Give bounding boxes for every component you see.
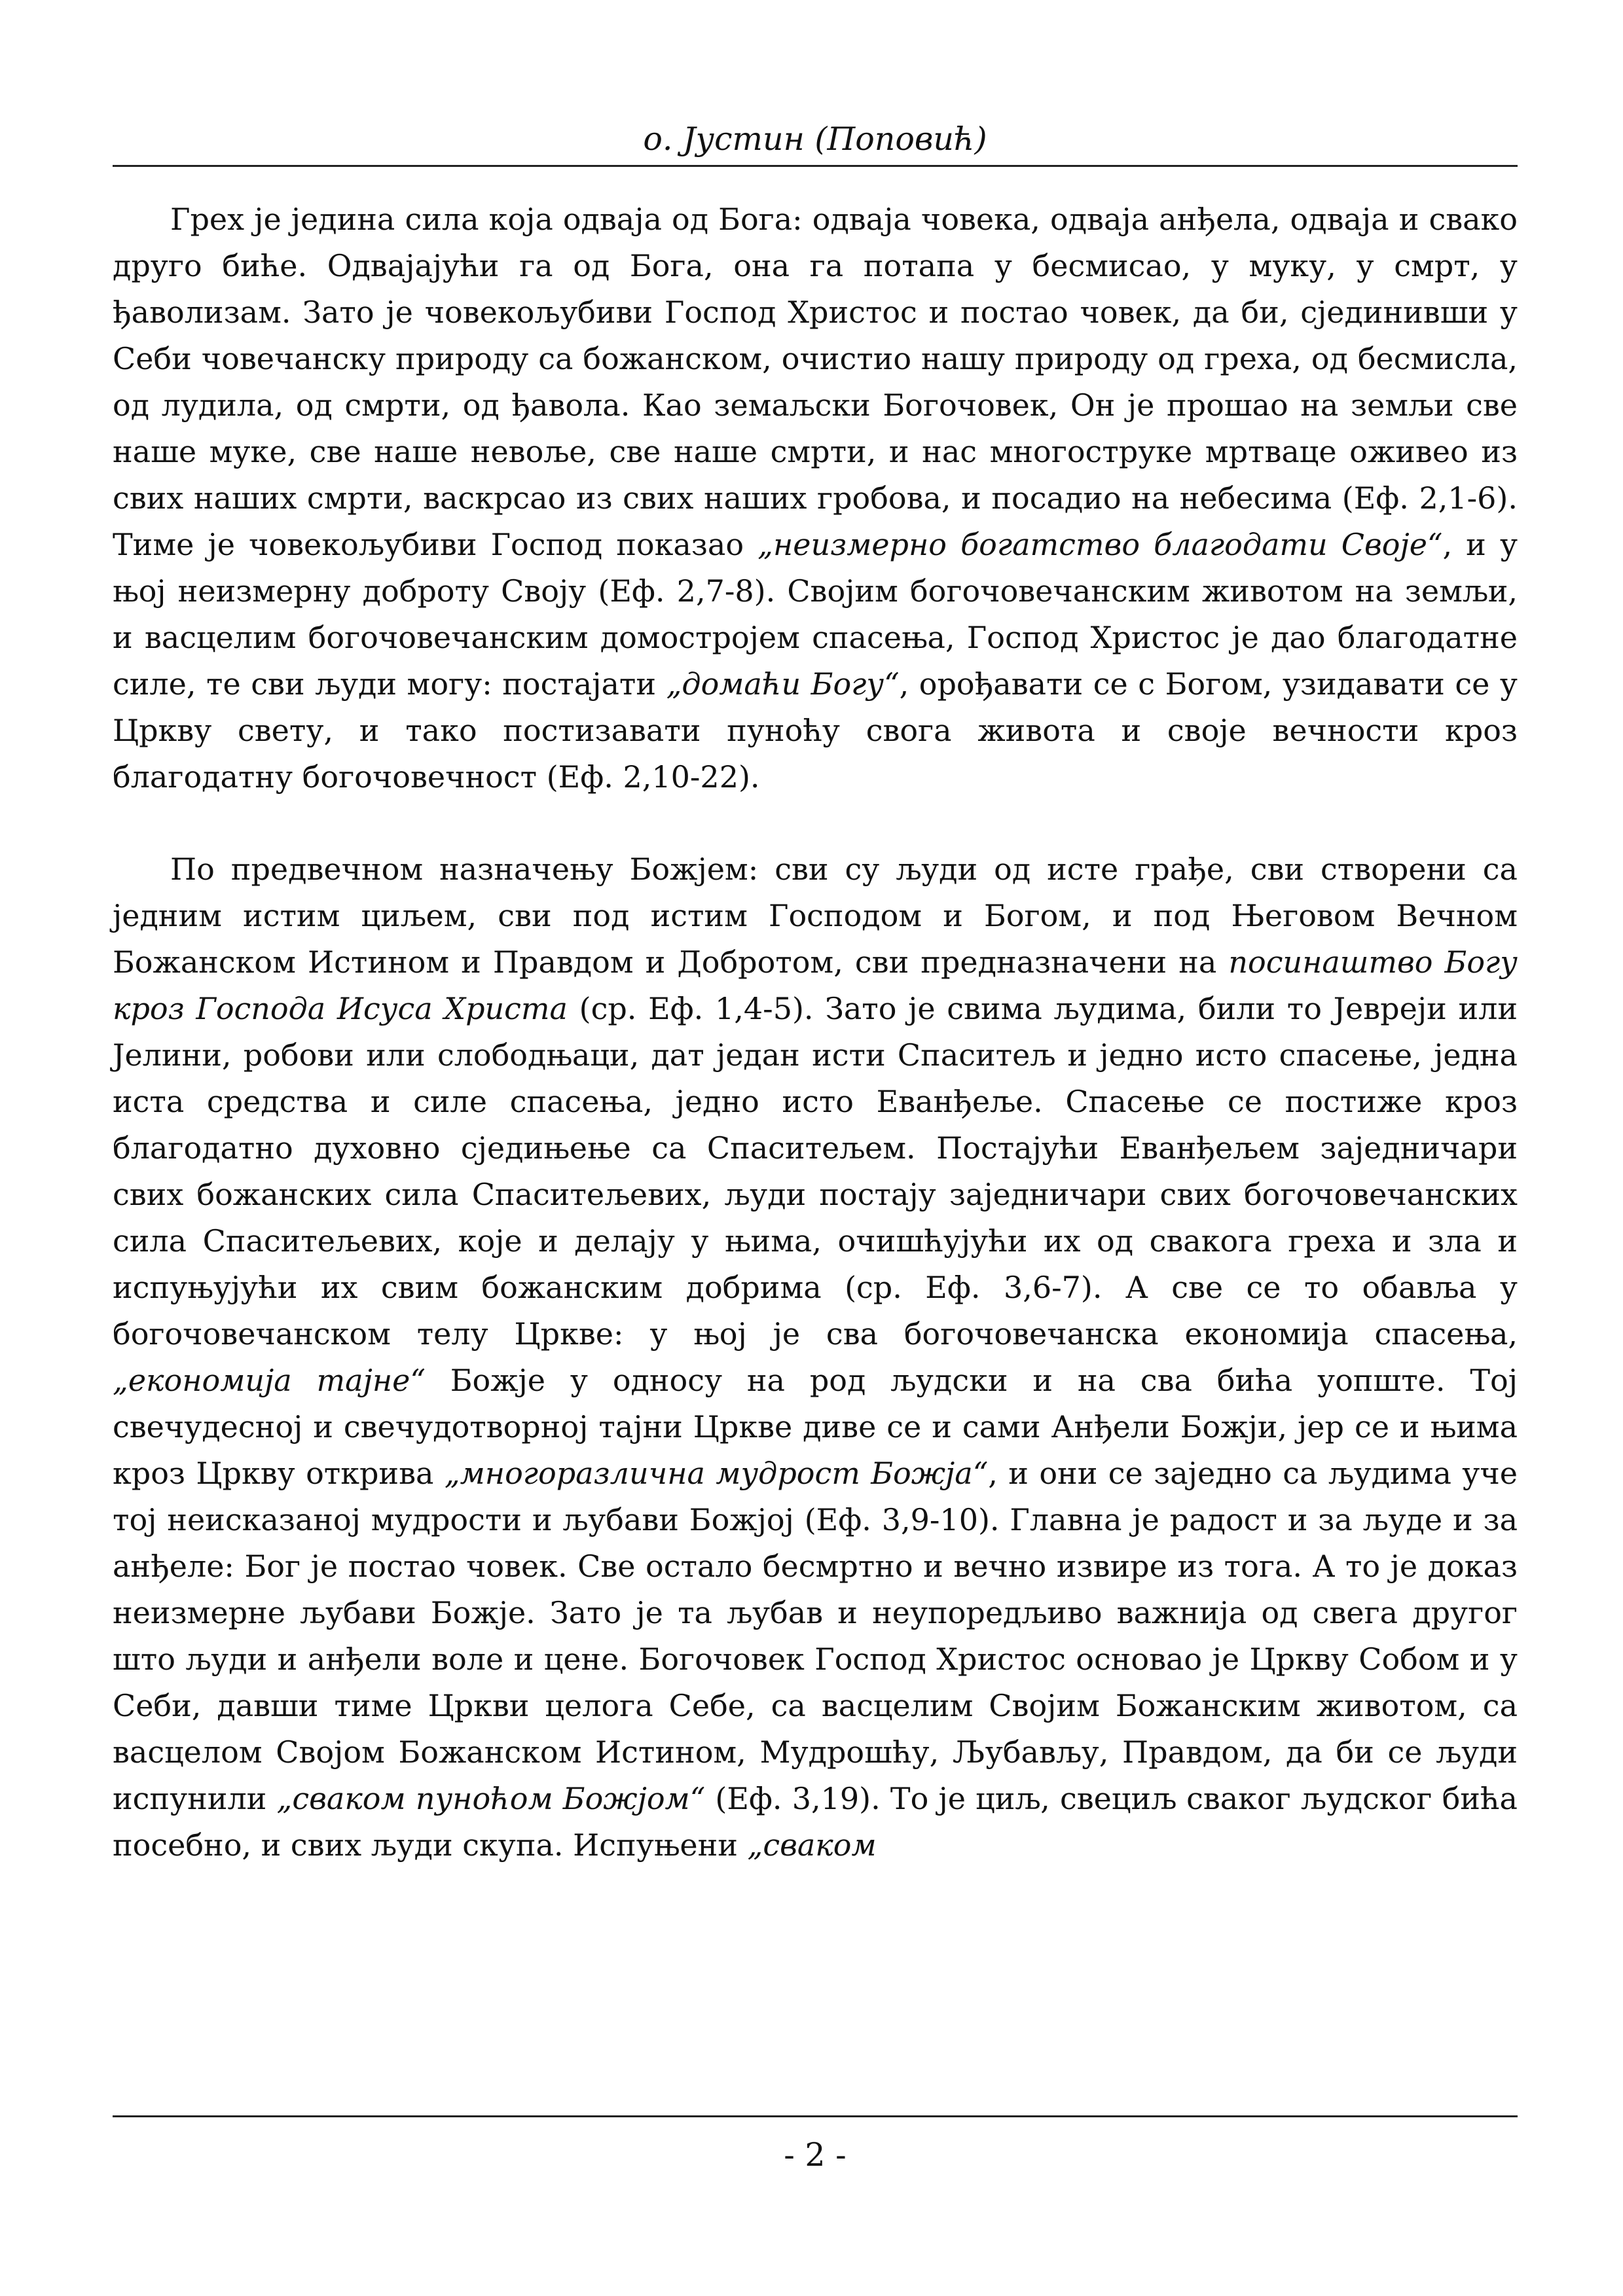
footer-rule: [113, 2115, 1518, 2117]
italic-quote: посинаштво Богу кроз Господа Исуса Христа: [113, 944, 1518, 1026]
body-text: [113, 196, 1518, 1869]
paragraph: [113, 846, 1518, 1869]
text-run: (ср. Еф. 1,4-5). Зато је свима људима, били то Јевреји или Јелини, робови или слободњаци, дат један исти Спаситељ и једно исто спасење, једна иста средства и силе спасења, једно исто Еванђеље. Спасење се постиже кроз благодатно духовно сједињење са Спаситељем. Постајући Еванђељем заједничари свих божанских сила Спаситељевих, људи постају заједничари свих богочовечанских сила Спаситељевих, које и делају у њима, очишћујући их од свакога греха и зла и испуњујући их свим божанским добрима (ср. Еф. 3,6-7). А све се то обавља у богочовечанском телу Цркве: у њој је сва богочовечанска економија спасења,: [113, 991, 1518, 1352]
text-run: (Еф. 3,19). То је циљ, свециљ сваког људског бића посебно, и свих људи скупа. Испуњени: [113, 1781, 1518, 1863]
header-rule: [113, 165, 1518, 167]
italic-quote: „економија тајне“: [113, 1363, 426, 1398]
text-run: По предвечном назначењу Божјем: сви су људи од исте грађе, сви створени са једним истим циљем, сви под истим Господом и Богом, и под Његовом Вечном Божанском Истином и Правдом и Добротом, сви предназначени на: [113, 852, 1518, 980]
text-run: , и они се заједно са људима уче тој неисказаној мудрости и љубави Божјој (Еф. 3,9-10). Главна је радост и за људе и за анђеле: Бог је постао човек. Све остало бесмртно и вечно извире из тога. А то је доказ неизмерне љубави Божје. Зато је та љубав и неупоредљиво важнија од свега другог што људи и анђели воле и цене. Богочовек Господ Христос основао је Цркву Собом и у Себи, давши тиме Цркви целога Себе, са васцелим Својим Божанским животом, са васцелом Својом Божанском Истином, Мудрошћу, Љубављу, Правдом, да би се људи испунили: [113, 1456, 1518, 1816]
italic-quote: „неизмерно богатство благодати Своје“: [757, 527, 1443, 562]
italic-quote: „сваком: [747, 1827, 877, 1863]
italic-quote: „многоразлична мудрост Божја“: [444, 1456, 989, 1491]
running-title: о. Јустин (Поповић): [643, 120, 987, 158]
paragraph: [113, 196, 1518, 800]
italic-quote: „домаћи Богу“: [666, 666, 900, 702]
text-run: , орођавати се с Богом, узидавати се у Цркву свету, и тако постизавати пуноћу свога живота и своје вечности кроз благодатну богочовечност (Еф. 2,10-22).: [113, 666, 1518, 795]
text-run: Грех је једина сила која одваја од Бога: одваја човека, одваја анђела, одваја и свако друго биће. Одвајајући га од Бога, она га потапа у бесмисао, у муку, у смрт, у ђаволизам. Зато је човекољубиви Господ Христос и постао човек, да би, сјединивши у Себи човечанску природу са божанском, очистио нашу природу од греха, од бесмисла, од лудила, од смрти, од ђавола. Као земаљски Богочовек, Он је прошао на земљи све наше муке, све наше невоље, све наше смрти, и нас многоструке мртваце оживео из свих наших смрти, васкрсао из свих наших гробова, и посадио на небесима (Еф. 2,1-6). Тиме је човекољубиви Господ показао: [113, 202, 1518, 562]
text-run: Божје у односу на род људски и на сва бића уопште. Тој свечудесној и свечудотворној тајни Цркве диве се и сами Анђели Божји, јер се и њима кроз Цркву открива: [113, 1363, 1518, 1491]
page-number: - 2 -: [784, 2136, 847, 2174]
text-run: , и у њој неизмерну доброту Своју (Еф. 2,7-8). Својим богочовечанским животом на земљи, и васцелим богочовечанским домостројем спасења, Господ Христос је дао благодатне силе, те сви људи могу: постајати: [113, 527, 1518, 702]
italic-quote: „сваком пуноћом Божјом“: [276, 1781, 706, 1816]
